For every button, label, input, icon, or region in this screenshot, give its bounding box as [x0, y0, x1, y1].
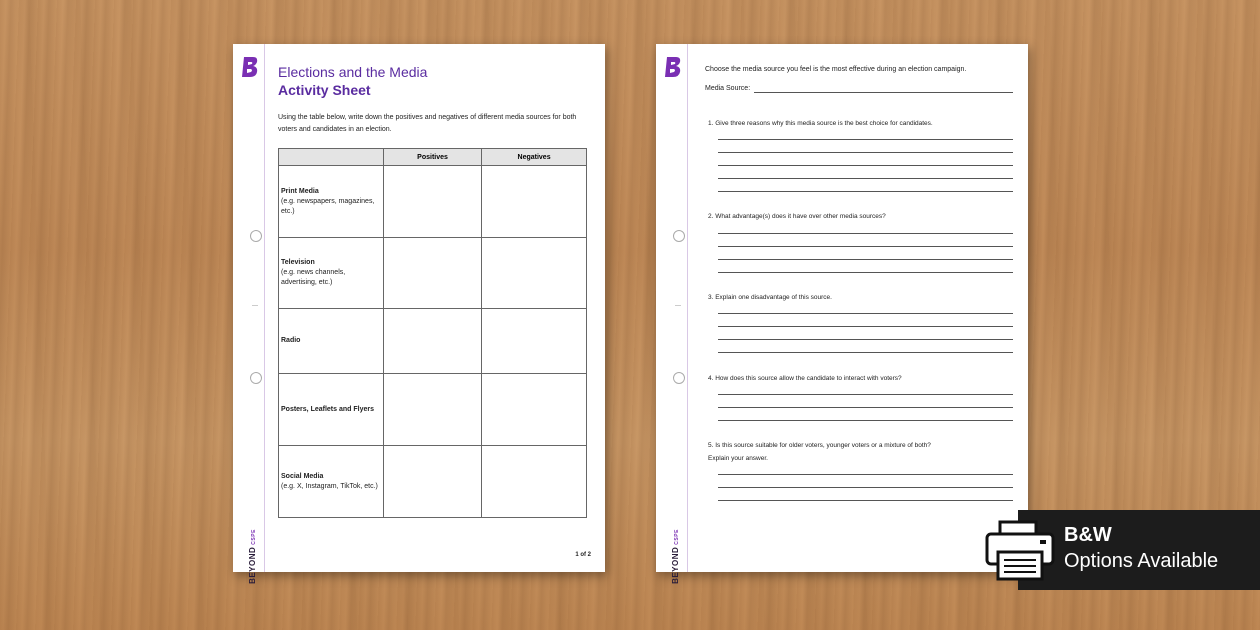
answer-line[interactable]	[718, 313, 1013, 314]
table-row	[279, 166, 587, 238]
badge-subtitle: Options Available	[1064, 550, 1219, 572]
media-table	[278, 148, 587, 518]
row-label	[279, 309, 384, 374]
punch-hole	[673, 372, 685, 384]
activity-sheet-page-1	[233, 44, 605, 584]
beyond-logo-icon	[241, 56, 259, 78]
sheet-title: Elections and the Media	[278, 64, 428, 80]
table-header-row	[279, 149, 587, 166]
activity-sheet-page-2	[656, 44, 1028, 584]
question-5: 5. Is this source suitable for older voters, younger voters or a mixture of both? Explain your answer.	[708, 442, 931, 462]
intro-text: Choose the media source you feel is the most effective during an election campaign.	[705, 66, 967, 73]
question-1: 1. Give three reasons why this media source is the best choice for candidates.	[708, 120, 933, 127]
brand-vertical-label: BEYONDCSPE	[670, 528, 680, 584]
answer-line[interactable]	[718, 178, 1013, 179]
negatives-cell[interactable]	[482, 446, 587, 518]
answer-line[interactable]	[718, 165, 1013, 166]
answer-line[interactable]	[718, 259, 1013, 260]
positives-cell[interactable]	[384, 446, 482, 518]
row-title: Print Media	[281, 187, 319, 195]
answer-line[interactable]	[718, 352, 1013, 353]
table-row	[279, 374, 587, 446]
answer-line[interactable]	[718, 191, 1013, 192]
bw-options-badge	[1018, 510, 1260, 590]
answer-line[interactable]	[718, 394, 1013, 395]
positives-cell[interactable]	[384, 238, 482, 309]
answer-line[interactable]	[718, 474, 1013, 475]
row-title: Television	[281, 259, 315, 266]
media-source-label: Media Source:	[705, 85, 751, 92]
answer-line[interactable]	[718, 500, 1013, 501]
answer-line[interactable]	[718, 487, 1013, 488]
answer-line[interactable]	[718, 407, 1013, 408]
positives-cell[interactable]	[384, 166, 482, 238]
positives-cell[interactable]	[384, 374, 482, 446]
answer-line[interactable]	[718, 233, 1013, 234]
row-title: Posters, Leaflets and Flyers	[281, 405, 374, 413]
answer-line[interactable]	[718, 139, 1013, 140]
printer-icon	[984, 520, 1056, 582]
table-row	[279, 238, 587, 309]
fold-mark	[252, 305, 258, 306]
table-row	[279, 309, 587, 374]
negatives-cell[interactable]	[482, 238, 587, 309]
margin-line	[687, 44, 688, 572]
punch-hole	[673, 230, 685, 242]
question-3: 3. Explain one disadvantage of this source.	[708, 294, 832, 301]
page-number: 1 of 2	[575, 552, 591, 558]
row-title: Radio	[281, 337, 301, 344]
brand-vertical-label: BEYONDCSPE	[247, 528, 257, 584]
sheet-subtitle: Activity Sheet	[278, 82, 371, 98]
answer-line[interactable]	[718, 272, 1013, 273]
row-label	[279, 166, 384, 238]
badge-title: B&W	[1064, 524, 1112, 546]
answer-line[interactable]	[718, 420, 1013, 421]
instructions-text: Using the table below, write down the positives and negatives of different media sources for both voters and candidates in an election.	[278, 114, 577, 133]
answer-line[interactable]	[718, 246, 1013, 247]
answer-line[interactable]	[718, 152, 1013, 153]
negatives-cell[interactable]	[482, 166, 587, 238]
media-source-field[interactable]	[754, 92, 1013, 93]
table-header-cell: Positives	[384, 149, 482, 166]
question-2: 2. What advantage(s) does it have over other media sources?	[708, 213, 886, 220]
row-detail: (e.g. newspapers, magazines, etc.)	[281, 197, 375, 215]
row-label	[279, 374, 384, 446]
positives-cell[interactable]	[384, 309, 482, 374]
question-4: 4. How does this source allow the candidate to interact with voters?	[708, 375, 902, 382]
margin-line	[264, 44, 265, 572]
punch-hole	[250, 372, 262, 384]
negatives-cell[interactable]	[482, 374, 587, 446]
table-header-cell: Negatives	[482, 149, 587, 166]
row-detail: (e.g. X, Instagram, TikTok, etc.)	[281, 482, 378, 490]
answer-line[interactable]	[718, 339, 1013, 340]
beyond-logo-icon	[664, 56, 682, 78]
table-header-cell	[279, 149, 384, 166]
row-title: Social Media	[281, 472, 324, 480]
punch-hole	[250, 230, 262, 242]
row-label	[279, 446, 384, 518]
row-label	[279, 238, 384, 309]
fold-mark	[675, 305, 681, 306]
table-row	[279, 446, 587, 518]
negatives-cell[interactable]	[482, 309, 587, 374]
row-detail: (e.g. news channels, advertising, etc.)	[281, 269, 346, 286]
answer-line[interactable]	[718, 326, 1013, 327]
